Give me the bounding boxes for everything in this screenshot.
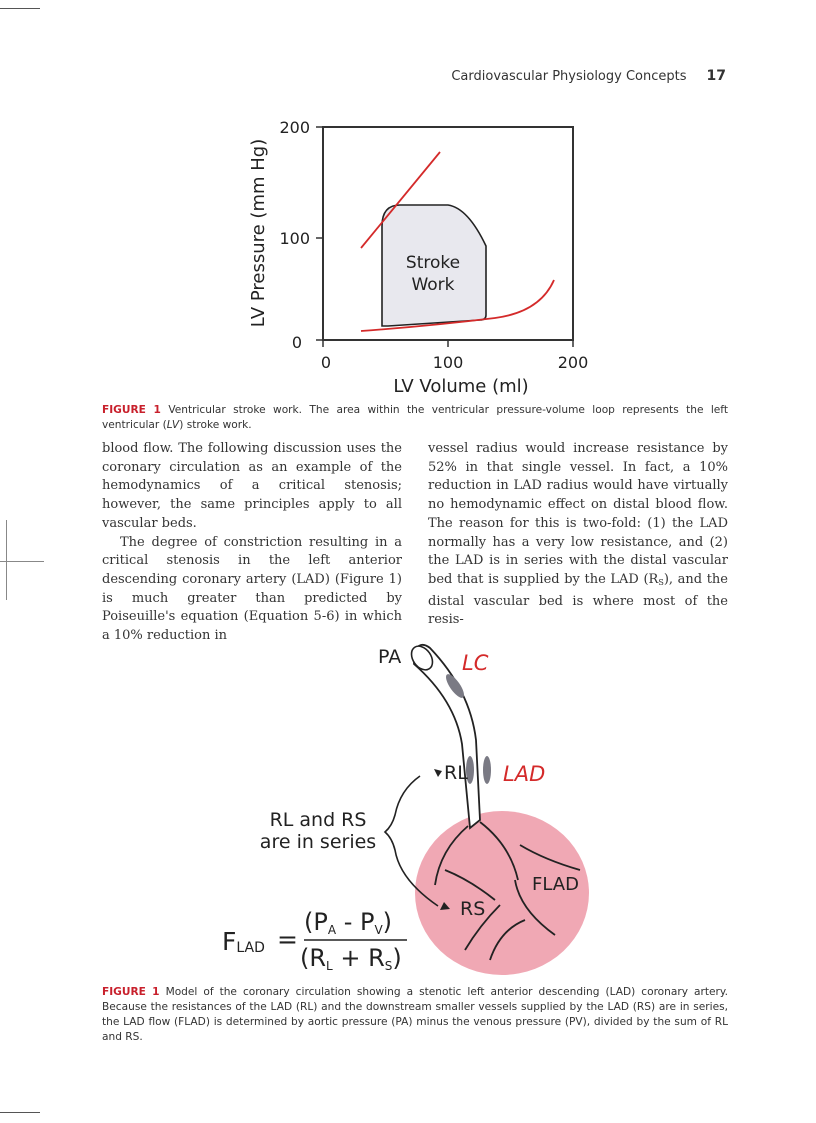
x-tick-label: 100: [432, 353, 464, 372]
y-axis-label: LV Pressure (mm Hg): [248, 138, 269, 328]
equation-equals: =: [277, 925, 298, 954]
loop-label-2: Work: [411, 275, 455, 295]
paragraph: blood flow. The following discussion uses the coronary circulation as an example of the hemodynamics of a critical stenosis; however, the same principles apply to all vascular beds.: [102, 441, 402, 531]
crop-mark: [0, 561, 44, 562]
subscript: S: [658, 577, 664, 587]
plaque: [483, 756, 491, 784]
crop-mark: [6, 520, 7, 600]
rl-label: RL: [444, 762, 468, 784]
body-column-left: [102, 440, 402, 646]
series-label-1: RL and RS: [269, 809, 367, 831]
body-column-right: [428, 440, 728, 630]
caption-italic: LV: [166, 419, 180, 431]
coronary-diagram: [0, 630, 816, 980]
figure-caption-2: [102, 985, 728, 1045]
lad-label: LAD: [503, 762, 546, 786]
paragraph: [428, 440, 728, 630]
paragraph: The degree of constriction resulting in a critical stenosis in the left anterior descending coronary artery (LAD) (Figure 1) is much greater than predicted by Poiseuille's equation (Equation 5-6) in which a 10% reduction in: [102, 534, 402, 644]
flad-label: FLAD: [532, 874, 579, 895]
equation-lhs: FLAD: [222, 927, 265, 956]
y-tick-label: 0: [291, 333, 302, 352]
caption-text: Ventricular stroke work. The area within the ventricular pressure-volume loop represents the left ventricular (: [102, 404, 728, 431]
x-axis-label: LV Volume (ml): [393, 376, 529, 397]
equation-numerator: (PA - PV): [304, 908, 393, 937]
loop-label-1: Stroke: [405, 253, 461, 273]
arrow-head: [434, 769, 442, 777]
caption-text-end: ) stroke work.: [179, 419, 252, 431]
figure-label: FIGURE 1: [102, 986, 160, 998]
series-label-2: are in series: [259, 831, 377, 853]
paragraph-text: ), and the distal vascular bed is where most of the resis-: [428, 571, 728, 628]
equation-denominator: (RL + RS): [300, 944, 402, 973]
figure-label: FIGURE 1: [102, 404, 161, 416]
running-title: Cardiovascular Physiology Concepts: [451, 69, 687, 84]
rs-label: RS: [460, 898, 486, 920]
figure-caption-1: [102, 403, 728, 433]
crop-mark: [0, 1112, 40, 1113]
x-tick-label: 200: [557, 353, 589, 372]
y-tick-label: 200: [279, 118, 310, 137]
page-number: 17: [706, 68, 726, 84]
pa-label: PA: [378, 646, 402, 668]
y-tick-label: 100: [279, 229, 310, 248]
caption-text: Model of the coronary circulation showing a stenotic left anterior descending (LAD) coronary artery. Because the resistances of the LAD (RL) and the downstream smaller vessels supplied by the LAD (RS) are in series, the LAD flow (FLAD) is determined by aortic pressure (PA) minus the venous pressure (PV), divided by the sum of RL and RS.: [102, 986, 728, 1043]
lc-label: LC: [462, 651, 489, 675]
x-tick-label: 0: [320, 353, 332, 372]
paragraph-text: vessel radius would increase resistance by 52% in that single vessel. In fact, a 10% reduction in LAD radius would have virtually no hemodynamic effect on distal blood flow. The reason for this is two-fold: (1) the LAD normally has a very low resistance, and (2) the LAD is in series with the distal vascular bed that is supplied by the LAD (R: [428, 441, 728, 587]
pv-loop-chart: [0, 0, 816, 410]
